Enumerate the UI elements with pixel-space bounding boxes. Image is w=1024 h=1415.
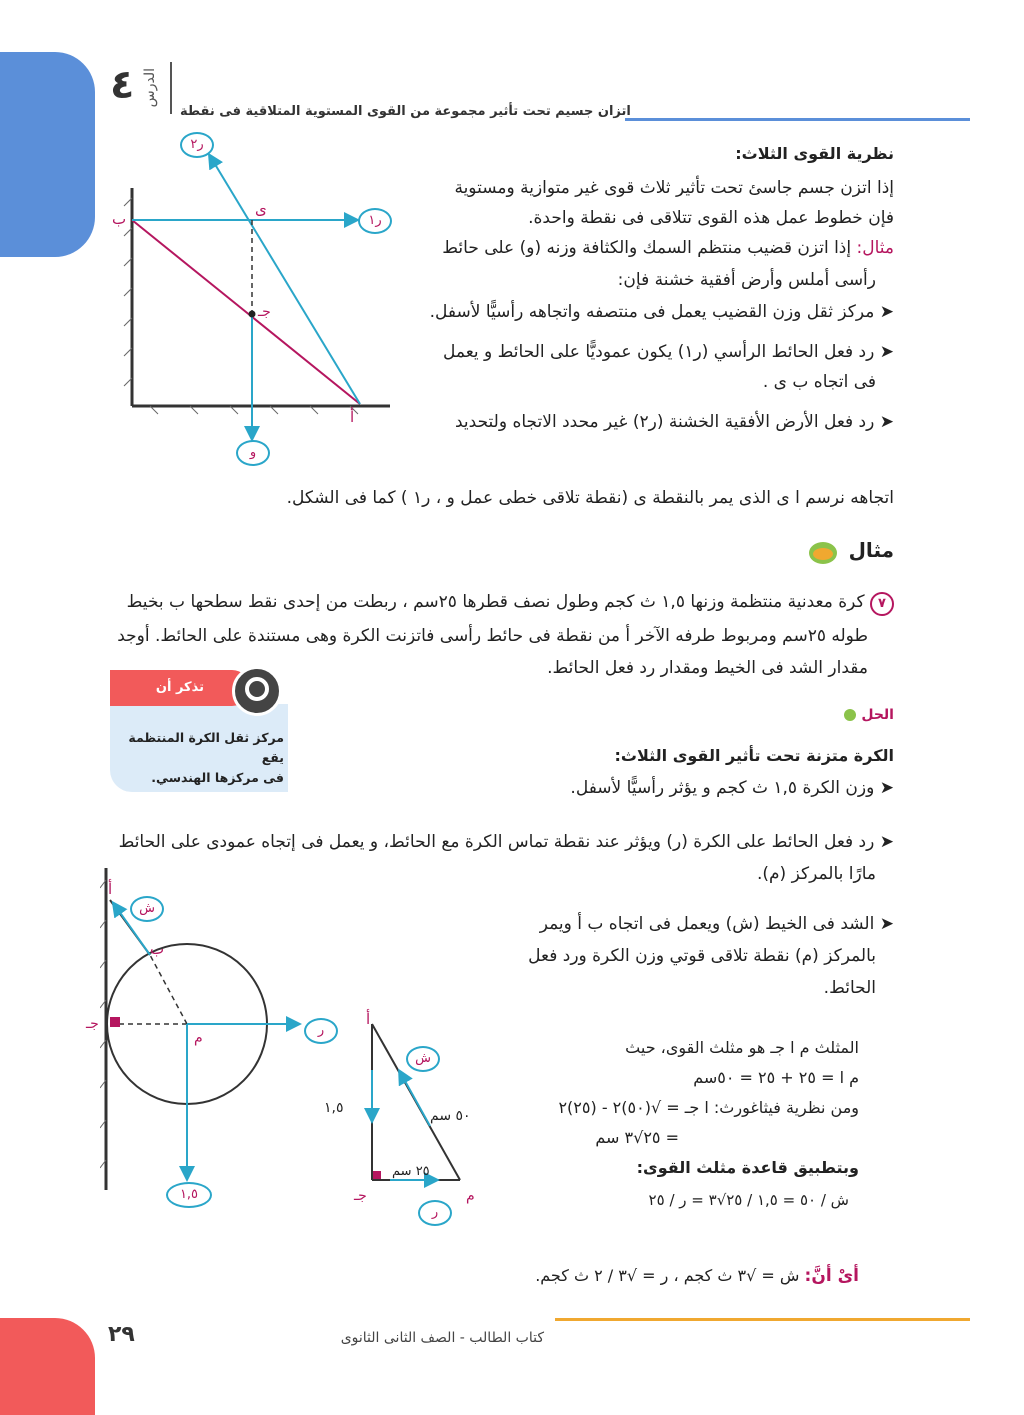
answer-label: أىْ أنَّ: (804, 1266, 859, 1286)
example-number: ٧ (870, 592, 894, 616)
solution-bullet2: ➤ رد فعل الحائط على الكرة (ر) ويؤثر عند نقطة تماس الكرة مع الحائط، و يعمل فى إتجاه عمودى على الحائط مارًا بالمركز (م). (118, 832, 894, 884)
arrow-bullet-icon: ➤ (874, 914, 894, 934)
fig3-a-label: أ (366, 1010, 371, 1028)
example-line2: طوله ٢٥سم ومربوط طرفه الآخر أ من نقطة فى حائط رأسى فاتزنت الكرة وهى مستندة على الحائط. أوجد (117, 626, 868, 646)
triangle-work: المثلث م ا جـ هو مثلث القوى، حيث م ا = ٢٥ + ٢٥ = ٥٠سم ومن نظرية فيثاغورث: ا جـ = √(٥٠)٢ - (٢٥)٢ = ٢٥√٣ سم وبتطبيق قاعدة مثلث القوى: ش / ٥٠ = ١,٥ / ٢٥√٣ = ر / ٢٥ (499, 1036, 859, 1212)
lesson-title: اتزان جسيم تحت تأثير مجموعة من القوى المستوية المتلاقية فى نقطة (180, 104, 631, 119)
header-rule (625, 118, 970, 121)
fig3-r-label: ر (418, 1200, 452, 1226)
center-dot (249, 311, 256, 318)
theory-section (394, 142, 894, 434)
fig3-side-50: ٥٠ سم (430, 1108, 471, 1124)
fig2-w-label: ١,٥ (166, 1182, 212, 1208)
example-heading (809, 538, 894, 564)
example-title: مثال (848, 538, 894, 562)
remember-text: مركز ثقل الكرة المنتظمة يقع فى مركزها الهندسي. (128, 730, 284, 785)
theory-bullet1: ➤ مركز ثقل وزن القضيب يعمل فى منتصفه واتجاهه رأسيًّا لأسفل. (429, 302, 894, 322)
fig3-side-15: ١,٥ (324, 1100, 344, 1116)
remember-tag (110, 670, 250, 706)
footer-rule (555, 1318, 970, 1321)
red-side-tab (0, 1318, 95, 1415)
right-angle-mark (373, 1171, 381, 1179)
lesson-separator (170, 62, 172, 114)
lesson-number: ٤ (110, 62, 135, 108)
theory-line1: إذا اتزن جسم جاسئ تحت تأثير ثلاث قوى غير متوازية ومستوية (454, 178, 894, 198)
example-line1: كرة معدنية منتظمة وزنها ١,٥ ث كجم وطول نصف قطرها ٢٥سم ، ربطت من إحدى نقط سطحها ب بخيط (126, 592, 865, 612)
solution-block (334, 744, 894, 800)
radius-dashed (150, 955, 187, 1024)
chat-bubble-icon (809, 542, 837, 564)
fig1-j-label: جـ (258, 304, 271, 320)
tension-arrow (400, 1072, 430, 1126)
fig1-r1-label: ر١ (358, 208, 392, 234)
arrow-bullet-icon: ➤ (874, 832, 894, 852)
footer-book-title: كتاب الطالب - الصف الثانى الثانوى (340, 1330, 544, 1346)
rod-line (132, 220, 360, 404)
theory-bullet3: ➤ رد فعل الأرض الأفقية الخشنة (ر٢) غير محدد الاتجاه ولتحديد (454, 412, 894, 432)
theory-heading: نظرية القوى الثلاث: (735, 144, 894, 163)
solution-label-row (844, 704, 894, 723)
fig3-j-label: جـ (354, 1188, 367, 1204)
fig1-a-label: أ (350, 408, 355, 426)
r2-arrow (210, 156, 360, 404)
theory-line2: فإن خطوط عمل هذه القوى تتلاقى فى نقطة واحدة. (528, 208, 894, 228)
theory-bullet3-line2: اتجاهه نرسم ا ى الذى يمر بالنقطة ى (نقطة تلاقى خطى عمل و ، ر١ ) كما فى الشكل. (286, 488, 894, 508)
page-number: ٢٩ (108, 1322, 135, 1347)
example-line3: مقدار الشد فى الخيط ومقدار رد فعل الحائط. (547, 658, 868, 678)
force-ratio: ش / ٥٠ = ١,٥ / ٢٥√٣ = ر / ٢٥ (648, 1191, 849, 1209)
fig3-sh-label: ش (406, 1046, 440, 1072)
fig2-m-label: م (194, 1030, 203, 1046)
blue-side-tab (0, 52, 95, 257)
lesson-word: الدرس (142, 68, 158, 108)
fig1-w-label: و (236, 440, 270, 466)
fig1-d-label: ى (255, 200, 267, 218)
fig1-r2-label: ر٢ (180, 132, 214, 158)
theory-bullet2-line2: فى اتجاه ب ى . (762, 372, 876, 392)
rod-figure (110, 128, 410, 468)
example-line2: رأسى أملس وأرض أفقية خشنة فإن: (617, 270, 876, 290)
arrow-bullet-icon: ➤ (874, 778, 894, 798)
fig2-r-label: ر (304, 1018, 338, 1044)
remember-tag-label: تذكر أن (155, 680, 204, 695)
answer-row (499, 1266, 859, 1286)
example-statement (114, 590, 894, 680)
fig3-side-25: ٢٥ سم (392, 1164, 430, 1179)
arrow-bullet-icon: ➤ (874, 302, 894, 322)
solution-label: الحل (861, 707, 894, 723)
fig2-sh-label: ش (130, 896, 164, 922)
solution-dot-icon (844, 709, 856, 721)
solution-bullet1: ➤ وزن الكرة ١,٥ ث كجم و يؤثر رأسيًّا لأسفل. (570, 778, 894, 798)
answer-text: ش = √٣ ث كجم ، ر = √٣ / ٢ ث كجم. (535, 1266, 800, 1285)
fig2-a-label: أ (108, 880, 113, 898)
arrow-bullet-icon: ➤ (874, 342, 894, 362)
lightbulb-icon (232, 666, 282, 716)
theory-bullet2: ➤ رد فعل الحائط الرأسي (ر١) يكون عموديًّا على الحائط و يعمل (443, 342, 894, 362)
right-angle-mark (110, 1017, 120, 1027)
arrow-bullet-icon: ➤ (874, 412, 894, 432)
fig3-m-label: م (466, 1188, 475, 1204)
fig2-j-label: جـ (86, 1016, 99, 1032)
solution-bullet3: ➤ الشد فى الخيط (ش) ويعمل فى اتجاه ب أ ويمر بالمركز (م) نقطة تلاقى قوتي وزن الكرة ورد فعل الحائط. (528, 914, 894, 998)
solution-heading: الكرة متزنة تحت تأثير القوى الثلاث: (614, 746, 894, 765)
example-line1: إذا اتزن قضيب منتظم السمك والكثافة وزنه (و) على حائط (442, 238, 852, 258)
fig2-b-label: ب (150, 940, 165, 958)
example-label: مثال: (856, 238, 894, 258)
fig1-b-label: ب (112, 210, 127, 228)
